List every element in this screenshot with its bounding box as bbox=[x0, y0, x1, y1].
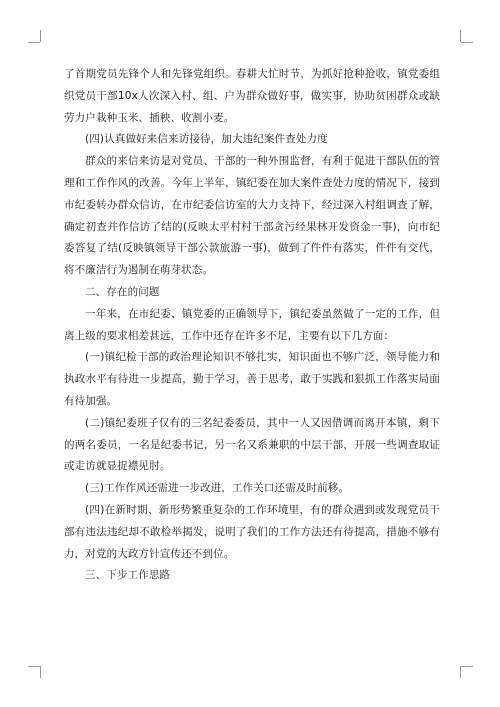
document-body bbox=[64, 64, 440, 587]
section-heading-next-steps: 三、下步工作思路 bbox=[85, 569, 171, 582]
crop-mark-bottom-right-h bbox=[461, 666, 473, 667]
section-heading-four: (四)认真做好来信来访接待，加大违纪案件查处力度 bbox=[85, 133, 328, 146]
crop-mark-bottom-left-h bbox=[28, 666, 40, 667]
crop-mark-bottom-left-v bbox=[40, 666, 41, 678]
paragraph-problem-three: (三)工作作风还需进一步改进，工作关口还需及时前移。 bbox=[85, 482, 350, 495]
paragraph-problems-intro: 一年来，在市纪委、镇党委的正确领导下，镇纪委虽然做了一定的工作，但离上级的要求相差甚远，工作中还存在许多不足，主要有以下几方面： bbox=[64, 307, 440, 342]
crop-mark-top-left-v bbox=[40, 30, 41, 42]
paragraph-continuation: 了首期党员先锋个人和先锋党组织。春耕大忙时节，为抓好抢种抢收，镇党委组织党员干部10x人次深入村、组、户为群众做好事，做实事，协助贫困群众或缺劳力户栽种玉米、插秧、收割小麦。 bbox=[64, 68, 440, 124]
crop-mark-top-left-h bbox=[28, 42, 40, 43]
paragraph-problem-two: (二)镇纪委班子仅有的三名纪委委员，其中一人又因借调而离开本镇，剩下的两名委员，一名是纪委书记，另一名又系兼职的中层干部，开展一些调查取证或走访就显捉襟见肘。 bbox=[64, 416, 440, 473]
paragraph-problem-four: (四)在新时期、新形势繁重复杂的工作环境里，有的群众遇到或发现党员干部有违法违纪却不敢检举揭发，说明了我们的工作方法还有待提高，措施不够有力，对党的大政方针宣传还不到位。 bbox=[64, 503, 440, 560]
crop-mark-top-right-v bbox=[460, 30, 461, 42]
crop-mark-bottom-right-v bbox=[460, 666, 461, 678]
section-heading-problems: 二、存在的问题 bbox=[85, 285, 160, 298]
paragraph-problem-one: (一)镇纪检干部的政治理论知识不够扎实，知识面也不够广泛，领导能力和执政水平有待进一步提高，勤于学习，善于思考，敢于实践和狠抓工作落实局面有待加强。 bbox=[64, 351, 440, 407]
paragraph-petitions: 群众的来信来访是对党员、干部的一种外围监督，有利于促进干部队伍的管理和工作作风的改善。今年上半年，镇纪委在加大案件查处力度的情况下，接到市纪委转办群众信访，在市纪委信访室的大力支持下，经过深入村组调查了解，确定初查并作信访了结的(反映太平村村干部贪污经果林开发资金一事)，向市纪委答复了结(反映镇领导干部公款旅游一事)，做到了件件有落实，件件有交代，将不廉洁行为遏制在萌芽状态。 bbox=[64, 155, 440, 277]
crop-mark-top-right-h bbox=[461, 42, 473, 43]
